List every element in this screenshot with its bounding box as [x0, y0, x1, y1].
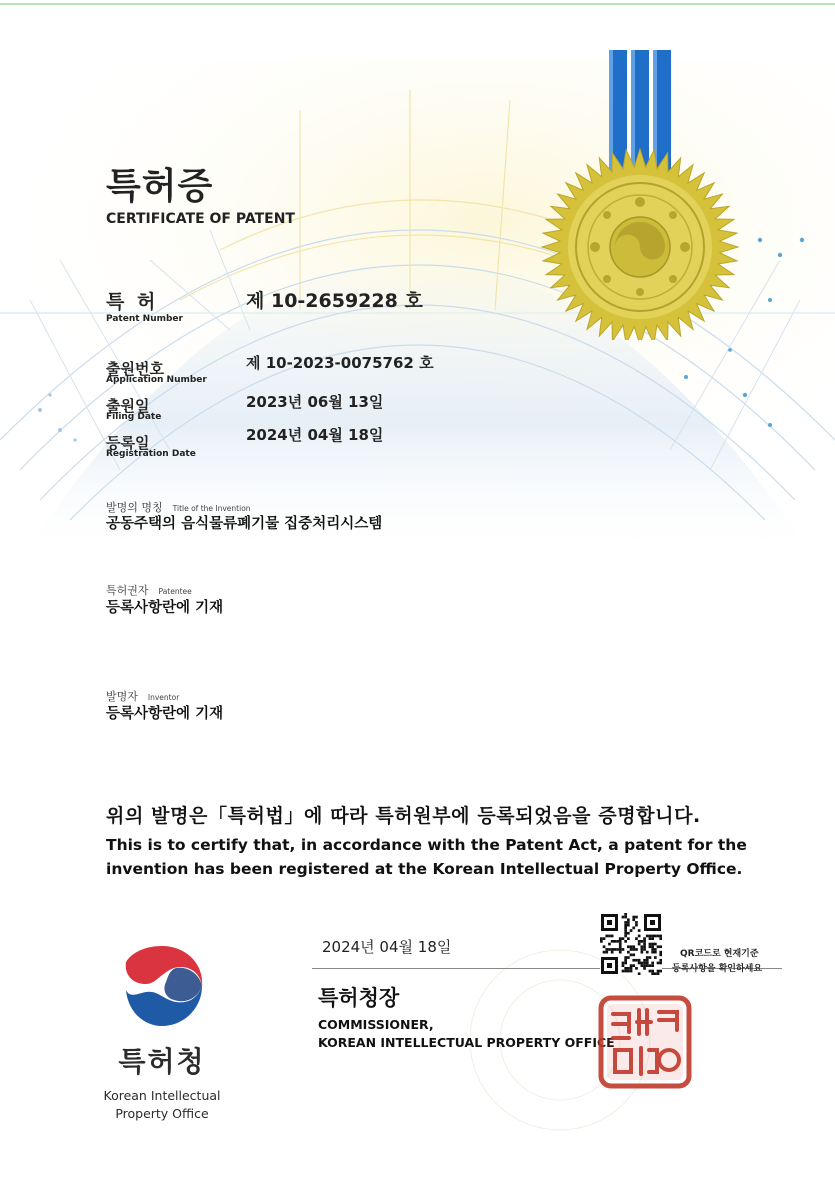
certificate-title-en: CERTIFICATE OF PATENT — [106, 211, 295, 227]
invention-title-label-ko: 발명의 명칭 — [106, 501, 163, 514]
patent-number-value: 제 10-2659228 호 — [246, 290, 423, 312]
commissioner-title-ko: 특허청장 — [318, 986, 400, 1010]
filing-date-label-ko: 출원일 — [106, 397, 150, 415]
kipo-logo — [116, 940, 208, 1032]
certification-statement-en-line2: invention has been registered at the Korean Intellectual Property Office. — [106, 860, 743, 878]
certification-statement-ko: 위의 발명은「특허법」에 따라 특허원부에 등록되었음을 증명합니다. — [106, 805, 701, 827]
inventor-label-en: Inventor — [147, 693, 180, 702]
qr-note-line2: 등록사항을 확인하세요 — [672, 964, 763, 974]
patent-number-label-ko: 특 허 — [106, 291, 159, 313]
qr-code[interactable] — [600, 913, 662, 975]
application-number-label-en: Application Number — [106, 375, 207, 385]
certificate-title-ko: 특허증 — [106, 166, 214, 207]
filing-date-label-en: Filing Date — [106, 412, 162, 422]
certification-statement-en-line1: This is to certify that, in accordance with the Patent Act, a patent for the — [106, 836, 747, 854]
issue-date: 2024년 04월 18일 — [322, 938, 452, 956]
official-seal-stamp — [597, 994, 693, 1090]
kipo-name-ko: 특허청 — [118, 1045, 206, 1078]
qr-note-line1: QR코드로 현재기준 — [680, 949, 759, 959]
commissioner-title-en-line1: COMMISSIONER, — [318, 1017, 434, 1032]
kipo-name-en: Korean Intellectual Property Office — [103, 1088, 221, 1121]
patentee-value: 등록사항란에 기재 — [106, 600, 224, 616]
invention-title-value: 공동주택의 음식물류폐기물 집중처리시스템 — [106, 516, 383, 532]
patent-number-label-en: Patent Number — [106, 314, 183, 324]
registration-date-value: 2024년 04월 18일 — [246, 426, 384, 444]
gold-seal-with-ribbon — [535, 50, 745, 340]
filing-date-value: 2023년 06월 13일 — [246, 393, 384, 411]
registration-date-label-en: Registration Date — [106, 449, 196, 459]
patentee-label-ko: 특허권자 — [106, 584, 149, 597]
invention-title-label-en: Title of the Invention — [172, 504, 251, 513]
inventor-label-ko: 발명자 — [106, 690, 138, 703]
patentee-label-en: Patentee — [158, 587, 192, 596]
inventor-value: 등록사항란에 기재 — [106, 706, 224, 722]
registration-date-label-ko: 등록일 — [106, 434, 150, 452]
application-number-value: 제 10-2023-0075762 호 — [246, 354, 434, 372]
application-number-label-ko: 출원번호 — [106, 360, 164, 378]
commissioner-title-en-line2: KOREAN INTELLECTUAL PROPERTY OFFICE — [318, 1035, 615, 1050]
